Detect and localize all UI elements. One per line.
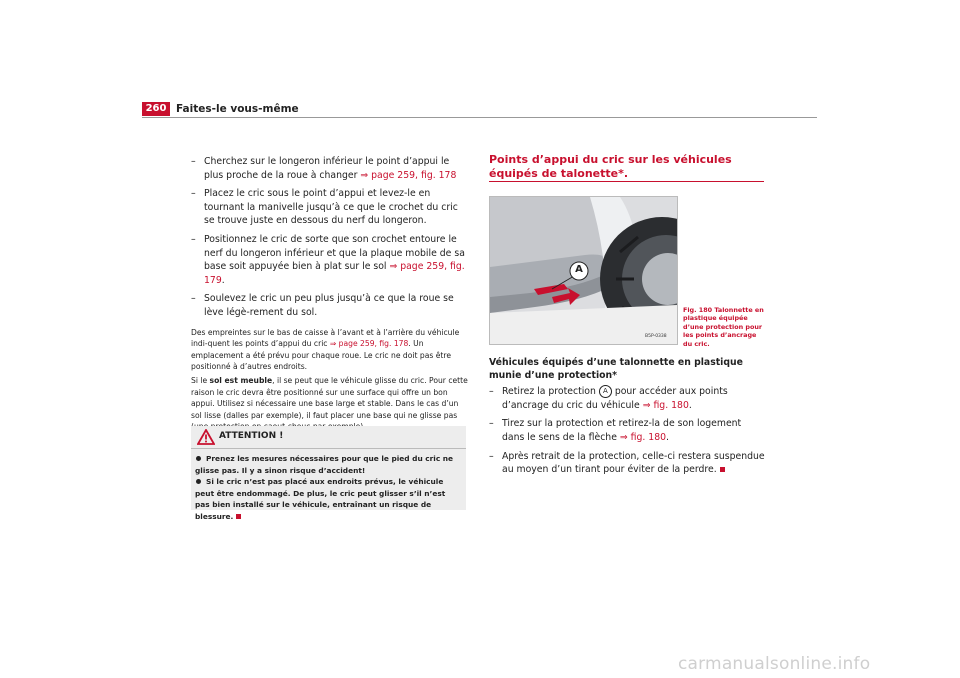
end-of-section-icon	[720, 467, 725, 472]
step-3-ref[interactable]: ⇒ page 259, fig. 179	[204, 261, 465, 286]
warning-item-2	[195, 476, 462, 522]
step-3-tail: .	[221, 274, 225, 286]
warning-header	[191, 426, 466, 449]
note2-bold: sol est meuble	[209, 375, 273, 385]
right-column	[489, 357, 765, 482]
figure-label-a: A	[575, 264, 583, 275]
bullet-icon	[196, 456, 201, 461]
note2-post: , il se peut que le véhicule glisse du cric. Pour cette raison le cric devra être positionné sur une surface qui offre un bon appui. Utilisez si nécessaire une base large et stable. Dans le cas d’un sol lisse (dalles par exemple), il faut placer une base qui ne glisse pas	[191, 375, 468, 420]
step-1-text: Cherchez sur le longeron inférieur le point d’appui le plus proche de la roue à changer	[204, 156, 450, 181]
step-dash: –	[191, 188, 196, 200]
step-2	[191, 187, 469, 228]
end-of-section-icon	[236, 514, 241, 519]
step-2-text: Placez le cric sous le point d’appui et levez-le en tournant la manivelle jusqu’à ce que le crochet du cric se trouve juste en dessous du nerf du longeron.	[204, 188, 458, 227]
header-rule	[142, 117, 817, 118]
step-1-ref[interactable]: ⇒ page 259, fig. 178	[360, 169, 457, 181]
circled-a-icon: A	[599, 385, 612, 398]
warning-item-2-text: Si le cric n’est pas placé aux endroits prévus, le véhicule peut être endommagé. De plus, le cric peut glisser s’il n’est pas bien installé sur le véhicule, entraînant un risque de blessure.	[195, 477, 446, 521]
left-column	[191, 155, 469, 433]
step-3-text: Positionnez le cric de sorte que son crochet entoure le nerf du longeron inférieur et que la plaque mobile de sa base soit appuyée bien à plat sur le sol	[204, 233, 465, 273]
right-step-2-post: .	[666, 431, 670, 443]
right-step-1-ref[interactable]: ⇒ fig. 180	[642, 399, 689, 411]
warning-item-1	[195, 453, 462, 476]
step-dash: –	[191, 293, 196, 305]
note1-ref[interactable]: ⇒ page 259, fig. 178	[329, 339, 409, 349]
section-rule	[489, 181, 764, 182]
step-dash: –	[191, 156, 196, 167]
note1-pre: Des empreintes sur le bas de caisse à l’avant et à l’arrière du véhicule indi-quent les points d’appui du cric	[191, 327, 460, 349]
right-step-3-text: Après retrait de la protection, celle-ci restera suspendue au moyen d’un tirant pour éviter de la perdre.	[502, 450, 765, 476]
right-step-1	[489, 385, 765, 412]
step-dash: –	[489, 418, 494, 430]
note1-post: . Un emplacement a été prévu pour chaque roue. Le cric ne doit pas être positionné à d’autres endroits.	[191, 339, 451, 372]
step-dash: –	[489, 450, 494, 462]
note-soft-ground	[191, 375, 469, 433]
figure-caption: Fig. 180 Talonnette en plastique équipée d’une protection pour les points d’ancrage du cric.	[683, 306, 764, 348]
right-step-1-post: .	[688, 399, 692, 411]
page-number: 260	[142, 102, 170, 116]
step-dash: –	[489, 386, 494, 398]
step-dash: –	[191, 233, 196, 245]
figure-180	[489, 196, 678, 345]
step-4-text: Soulevez le cric un peu plus jusqu’à ce que la roue se lève légè-rement du sol.	[204, 293, 454, 318]
sub-heading: Véhicules équipés d’une talonnette en plastique munie d’une protection*	[489, 357, 743, 381]
section-title: Points d’appui du cric sur les véhicules équipés de talonette*.	[489, 153, 732, 180]
watermark: carmanualsonline.info	[678, 654, 871, 674]
right-step-2-ref[interactable]: ⇒ fig. 180	[619, 431, 667, 443]
right-step-2	[489, 417, 765, 444]
step-1	[191, 155, 469, 182]
bullet-icon	[196, 479, 201, 484]
warning-triangle-icon	[197, 429, 215, 445]
warning-title: ATTENTION !	[219, 431, 284, 441]
warning-box	[191, 426, 466, 521]
right-step-2-pre: Tirez sur la protection et retirez-la de son logement dans le sens de la flèche	[502, 418, 742, 443]
figure-code: B5P-0338	[645, 334, 667, 339]
warning-item-1-text: Prenez les mesures nécessaires pour que le pied du cric ne glisse pas. Il y a sinon risque d’accident!	[195, 454, 454, 475]
note-jack-points	[191, 327, 469, 373]
warning-body	[191, 449, 466, 523]
note2-pre: Si le	[191, 375, 210, 385]
step-4	[191, 292, 469, 319]
step-3	[191, 233, 469, 287]
right-step-3	[489, 450, 765, 477]
right-step-1-pre: Retirez la protection	[502, 386, 599, 398]
right-step-1-mid: pour accéder aux points d’ancrage du cric du véhicule	[502, 386, 728, 411]
page-title: Faites-le vous-même	[176, 103, 299, 115]
